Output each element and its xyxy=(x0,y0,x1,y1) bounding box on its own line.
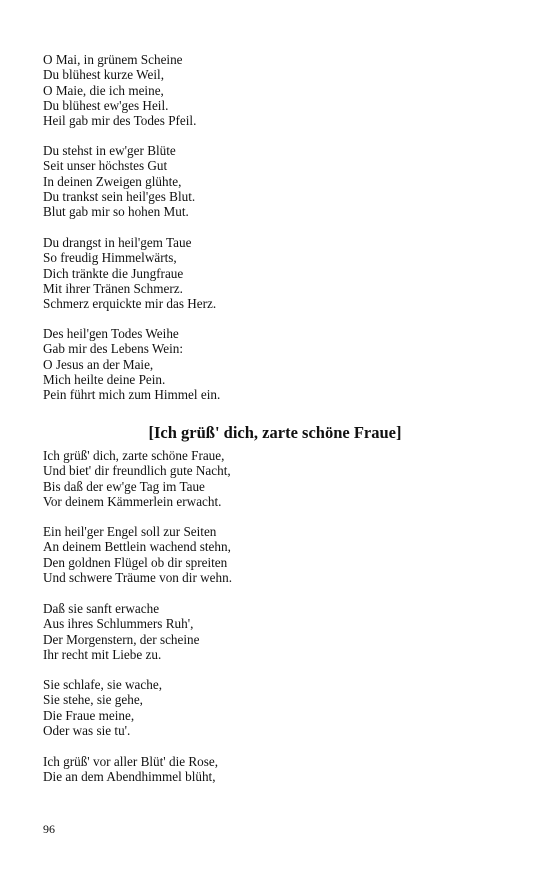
verse-line: Heil gab mir des Todes Pfeil. xyxy=(43,113,197,129)
verse-line: O Jesus an der Maie, xyxy=(43,356,154,372)
verse-line: An deinem Bettlein wachend stehn, xyxy=(43,539,231,555)
verse-line: Und schwere Träume von dir wehn. xyxy=(43,569,232,585)
verse-line: So freudig Himmelwärts, xyxy=(43,250,177,266)
poem-2-stanza-5-block xyxy=(43,754,513,785)
poem-1-stanza-4 xyxy=(43,326,513,402)
poem-2-stanza-1-block xyxy=(43,448,513,509)
verse-line: Vor deinem Kämmerlein erwacht. xyxy=(43,493,222,509)
poem-1-stanza-2 xyxy=(43,143,513,219)
verse-line: Pein führt mich zum Himmel ein. xyxy=(43,387,221,403)
poem-2-stanza-2-block xyxy=(43,524,513,585)
verse-line: O Maie, die ich meine, xyxy=(43,82,164,98)
verse-line: Gab mir des Lebens Wein: xyxy=(43,341,184,357)
verse-line: Sie schlafe, sie wache, xyxy=(43,677,163,692)
poem-2-stanza-1 xyxy=(43,448,513,509)
poem-2-stanza-3-block xyxy=(43,601,513,662)
verse-line: Mich heilte deine Pein. xyxy=(43,371,166,387)
verse-line: Blut gab mir so hohen Mut. xyxy=(43,204,189,220)
poem-1-stanza-4-block xyxy=(43,326,513,402)
verse-line: Aus ihres Schlummers Ruh', xyxy=(43,616,194,632)
verse-line: Den goldnen Flügel ob dir spreiten xyxy=(43,554,228,570)
verse-line: Du drangst in heil'gem Taue xyxy=(43,235,192,250)
verse-line: Seit unser höchstes Gut xyxy=(43,158,168,174)
verse-line: Ihr recht mit Liebe zu. xyxy=(43,646,162,662)
poem-1-stanza-3 xyxy=(43,235,513,311)
verse-line: Ich grüß' dich, zarte schöne Fraue, xyxy=(43,448,225,463)
verse-line: Ich grüß' vor aller Blüt' die Rose, xyxy=(43,754,219,769)
verse-line: Ein heil'ger Engel soll zur Seiten xyxy=(43,524,217,539)
verse-line: Und biet' dir freundlich gute Nacht, xyxy=(43,463,231,479)
poem-1 xyxy=(43,52,513,128)
verse-line: Dich tränkte die Jungfraue xyxy=(43,265,184,281)
verse-line: Du blühest kurze Weil, xyxy=(43,67,165,83)
poem-2-stanza-2 xyxy=(43,524,513,585)
poem-2-stanza-3 xyxy=(43,601,513,662)
verse-line: Der Morgenstern, der scheine xyxy=(43,631,200,647)
verse-line: Bis daß der ew'ge Tag im Taue xyxy=(43,478,205,494)
verse-line: Mit ihrer Tränen Schmerz. xyxy=(43,280,183,296)
verse-line: Du stehst in ew'ger Blüte xyxy=(43,143,176,158)
page-number: 96 xyxy=(43,822,55,836)
verse-line: Schmerz erquickte mir das Herz. xyxy=(43,296,217,312)
verse-line: Daß sie sanft erwache xyxy=(43,601,160,616)
poem-2-stanza-4-block xyxy=(43,677,513,738)
verse-line: Oder was sie tu'. xyxy=(43,722,131,738)
poem-title: [Ich grüß' dich, zarte schöne Fraue] xyxy=(148,423,402,442)
verse-line: Du blühest ew'ges Heil. xyxy=(43,97,169,113)
poem-1-stanza-2-block xyxy=(43,143,513,219)
poem-1-stanza-3-block xyxy=(43,235,513,311)
verse-line: In deinen Zweigen glühte, xyxy=(43,173,182,189)
poem-2-stanza-5 xyxy=(43,754,513,785)
verse-line: Des heil'gen Todes Weihe xyxy=(43,326,179,341)
poem-1-stanza-1 xyxy=(43,52,513,128)
poem-2-stanza-4 xyxy=(43,677,513,738)
verse-line: Die an dem Abendhimmel blüht, xyxy=(43,769,216,785)
verse-line: Sie stehe, sie gehe, xyxy=(43,692,143,708)
verse-line: Du trankst sein heil'ges Blut. xyxy=(43,188,196,204)
verse-line: O Mai, in grünem Scheine xyxy=(43,52,183,67)
verse-line: Die Fraue meine, xyxy=(43,707,135,723)
